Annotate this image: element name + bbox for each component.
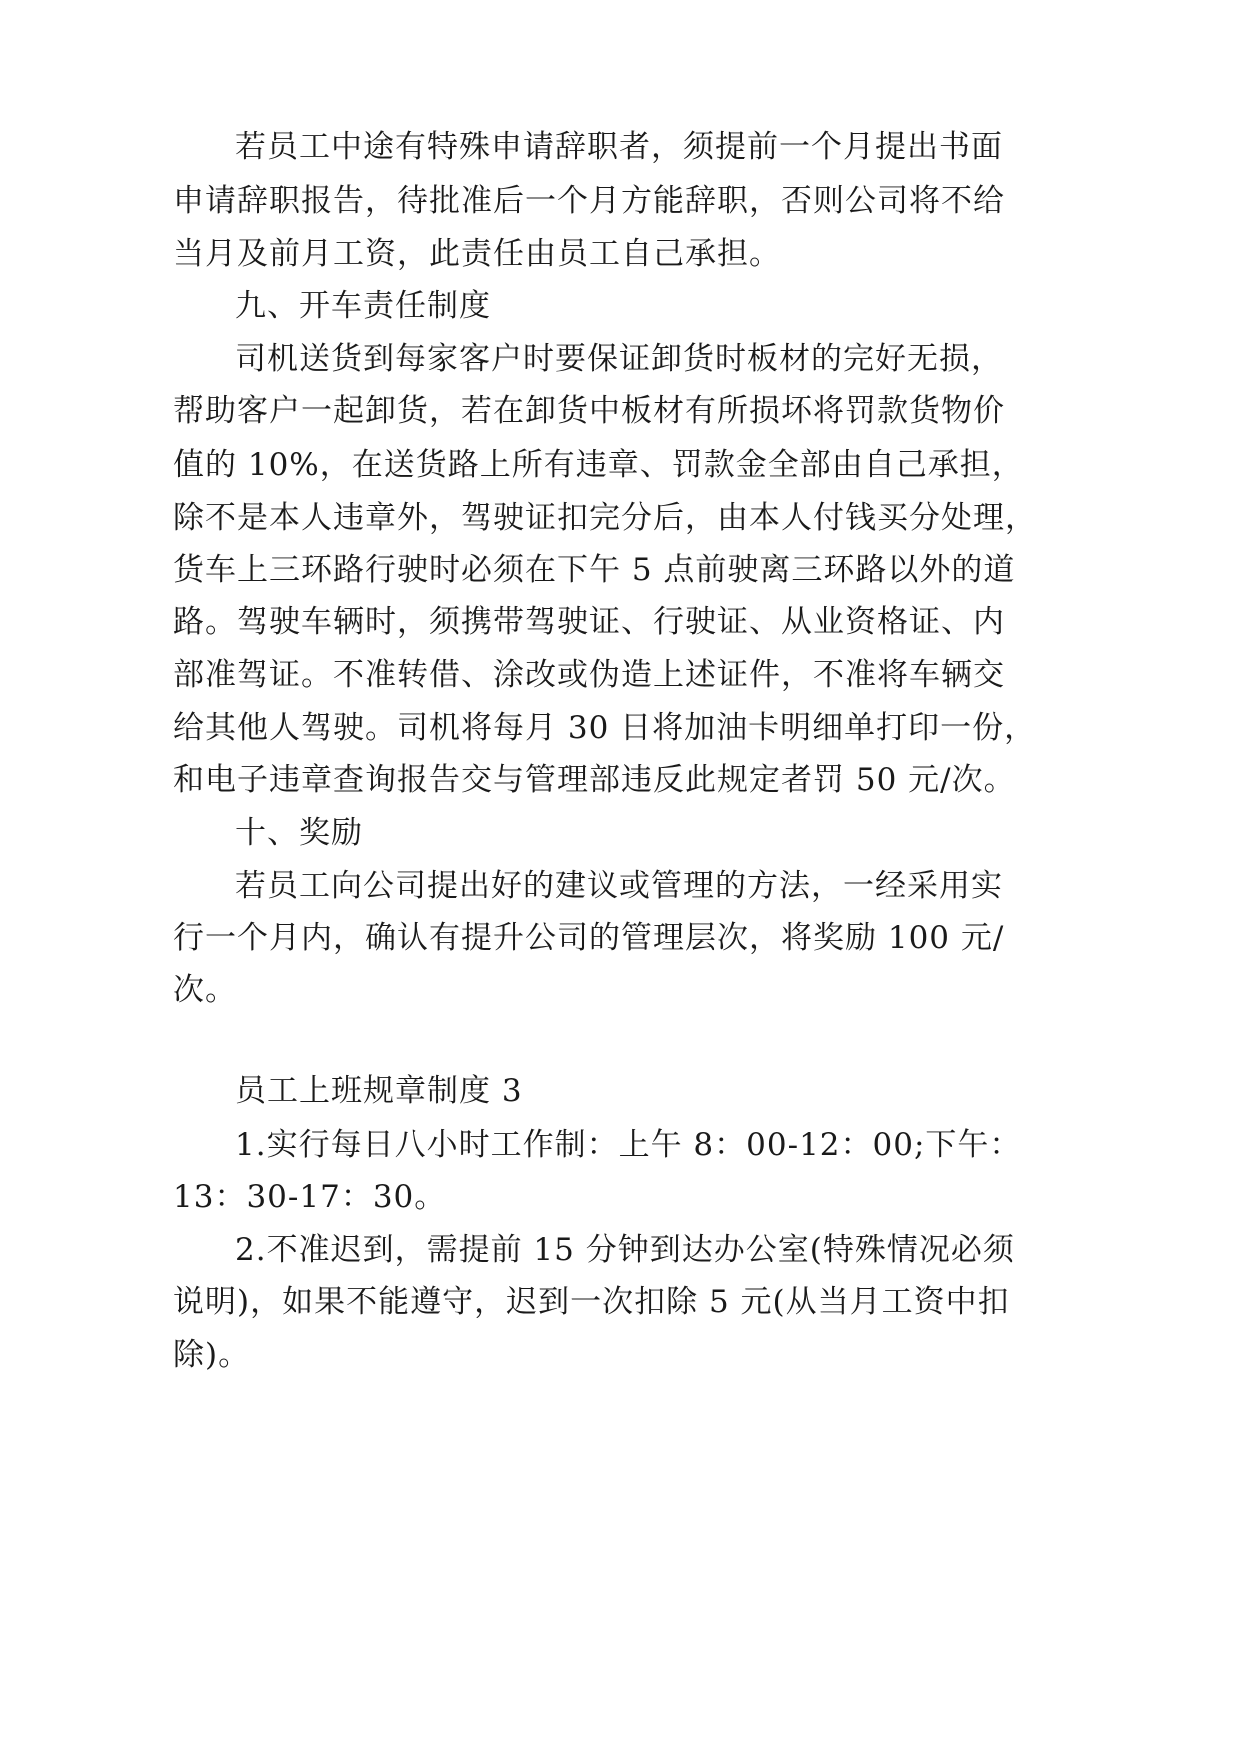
- paragraph-reward-line-3: 次。: [173, 972, 237, 1008]
- rule-1-line-1: 1.实行每日八小时工作制：上午 8：00-12：00;下午：: [235, 1127, 1022, 1163]
- paragraph-reward-line-1: 若员工向公司提出好的建议或管理的方法，一经采用实: [235, 868, 1003, 904]
- paragraph-reward-line-2: 行一个月内，确认有提升公司的管理层次，将奖励 100 元/: [173, 920, 1005, 956]
- section-heading-reward: 十、奖励: [235, 815, 363, 851]
- rule-2-line-3: 除)。: [173, 1337, 251, 1373]
- paragraph-resignation-line-2: 申请辞职报告，待批准后一个月方能辞职，否则公司将不给: [173, 183, 1005, 219]
- paragraph-driving-line-2: 帮助客户一起卸货，若在卸货中板材有所损坏将罚款货物价: [173, 393, 1005, 429]
- paragraph-driving-line-8: 给其他人驾驶。司机将每月 30 日将加油卡明细单打印一份，: [173, 710, 1037, 746]
- rule-2-line-1: 2.不准迟到，需提前 15 分钟到达办公室(特殊情况必须: [235, 1232, 1015, 1268]
- paragraph-resignation-line-3: 当月及前月工资，此责任由员工自己承担。: [173, 236, 781, 272]
- paragraph-driving-line-9: 和电子违章查询报告交与管理部违反此规定者罚 50 元/次。: [173, 762, 1016, 798]
- paragraph-driving-line-4: 除不是本人违章外，驾驶证扣完分后，由本人付钱买分处理，: [173, 500, 1037, 536]
- rule-1-line-2: 13：30-17：30。: [173, 1179, 447, 1215]
- paragraph-resignation-line-1: 若员工中途有特殊申请辞职者，须提前一个月提出书面: [235, 129, 1003, 165]
- paragraph-driving-line-5: 货车上三环路行驶时必须在下午 5 点前驶离三环路以外的道: [173, 552, 1016, 588]
- paragraph-driving-line-6: 路。驾驶车辆时，须携带驾驶证、行驶证、从业资格证、内: [173, 604, 1005, 640]
- paragraph-driving-line-3: 值的 10%，在送货路上所有违章、罚款金全部由自己承担，: [173, 447, 1024, 483]
- section-title-rules-3: 员工上班规章制度 3: [235, 1073, 523, 1109]
- section-heading-driving: 九、开车责任制度: [235, 288, 491, 324]
- paragraph-driving-line-7: 部准驾证。不准转借、涂改或伪造上述证件，不准将车辆交: [173, 657, 1005, 693]
- rule-2-line-2: 说明)，如果不能遵守，迟到一次扣除 5 元(从当月工资中扣: [173, 1284, 1010, 1320]
- paragraph-driving-line-1: 司机送货到每家客户时要保证卸货时板材的完好无损，: [235, 341, 1003, 377]
